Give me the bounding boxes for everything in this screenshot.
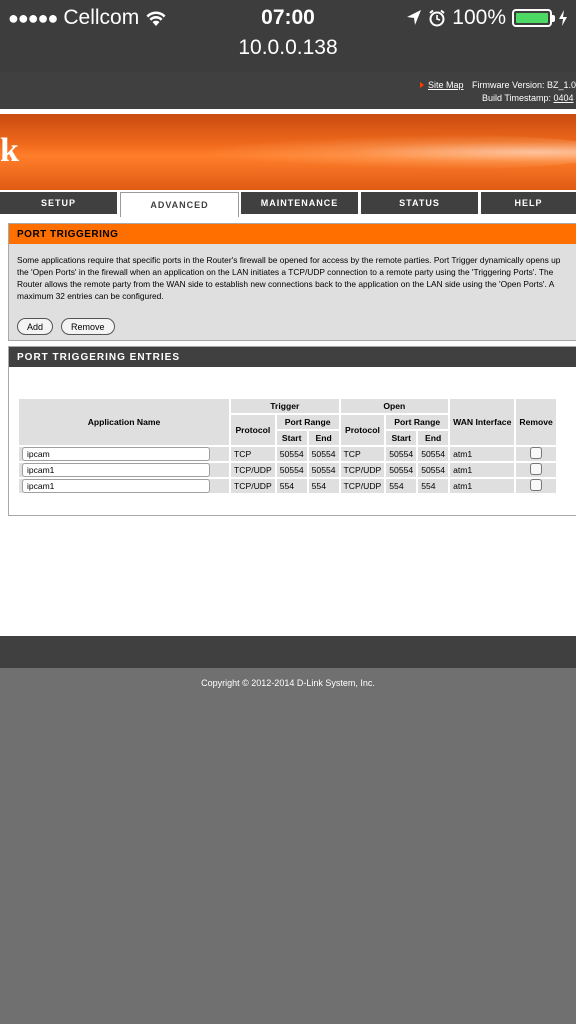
trigger-protocol: TCP/UDP xyxy=(231,463,275,477)
address-bar-url[interactable]: 10.0.0.138 xyxy=(238,36,338,59)
col-remove: Remove xyxy=(516,399,555,445)
remove-checkbox[interactable] xyxy=(530,463,542,475)
header-info xyxy=(0,72,576,109)
location-arrow-icon xyxy=(406,9,422,27)
col-trigger-start: Start xyxy=(277,431,307,445)
section-title: PORT TRIGGERING xyxy=(9,224,576,244)
open-protocol: TCP/UDP xyxy=(341,479,385,493)
table-row xyxy=(19,447,556,461)
trigger-protocol: TCP/UDP xyxy=(231,479,275,493)
build-label: Build Timestamp: xyxy=(482,93,554,103)
remove-button[interactable]: Remove xyxy=(61,318,115,335)
battery-percent: 100% xyxy=(452,6,506,29)
trigger-end: 50554 xyxy=(309,447,339,461)
tab-status[interactable]: STATUS xyxy=(361,192,478,214)
build-value: 0404 xyxy=(553,93,574,103)
col-wan-interface: WAN Interface xyxy=(450,399,514,445)
router-page xyxy=(0,72,576,668)
col-open-start: Start xyxy=(386,431,416,445)
tab-maintenance[interactable]: MAINTENANCE xyxy=(241,192,358,214)
dlink-banner xyxy=(0,114,576,190)
add-button[interactable]: Add xyxy=(17,318,53,335)
firmware-version: Firmware Version: BZ_1.0 xyxy=(472,80,576,90)
table-row xyxy=(19,463,556,477)
build-timestamp xyxy=(482,93,574,103)
remove-checkbox[interactable] xyxy=(530,479,542,491)
open-start: 50554 xyxy=(386,447,416,461)
signal-strength-icon: ●●●●● xyxy=(8,7,58,28)
wan-interface: atm1 xyxy=(450,479,514,493)
trigger-start: 50554 xyxy=(277,463,307,477)
entries-section xyxy=(8,346,576,516)
trigger-end: 50554 xyxy=(309,463,339,477)
status-right xyxy=(406,6,568,30)
trigger-start: 554 xyxy=(277,479,307,493)
col-open-port-range: Port Range xyxy=(386,415,448,429)
col-app-name: Application Name xyxy=(19,399,229,445)
tab-help[interactable]: HELP xyxy=(481,192,576,214)
charging-bolt-icon xyxy=(558,9,568,27)
site-map-link[interactable]: Site Map xyxy=(420,80,464,90)
open-end: 554 xyxy=(418,479,448,493)
open-start: 50554 xyxy=(386,463,416,477)
app-name-input[interactable]: ipcam1 xyxy=(22,463,210,477)
port-triggering-section xyxy=(8,223,576,341)
ios-status-bar xyxy=(0,0,576,72)
remove-checkbox[interactable] xyxy=(530,447,542,459)
section-description: Some applications require that specific ports in the Router's firewall be opened for access by the remote parties. Port Trigger dynamically opens up the 'Open Ports' in the firewall when an application on the LAN initiates a TCP/UDP connection to a remote party using the 'Triggering Ports'. The Router allows the remote party from the WAN side to establish new connections back to the application on the LAN side using the 'Open Ports'. A maximum 32 entries can be configured. xyxy=(17,255,561,301)
col-trigger: Trigger xyxy=(231,399,339,413)
col-open: Open xyxy=(341,399,449,413)
entries-title: PORT TRIGGERING ENTRIES xyxy=(9,347,576,367)
copyright-text: Copyright © 2012-2014 D-Link System, Inc. xyxy=(201,678,375,688)
open-start: 554 xyxy=(386,479,416,493)
tab-setup[interactable]: SETUP xyxy=(0,192,117,214)
wan-interface: atm1 xyxy=(450,447,514,461)
trigger-start: 50554 xyxy=(277,447,307,461)
col-trigger-port-range: Port Range xyxy=(277,415,339,429)
clock: 07:00 xyxy=(261,6,315,29)
carrier-name: Cellcom xyxy=(63,6,140,29)
open-end: 50554 xyxy=(418,463,448,477)
app-name-input[interactable]: ipcam1 xyxy=(22,479,210,493)
col-open-protocol: Protocol xyxy=(341,415,385,445)
col-open-end: End xyxy=(418,431,448,445)
entries-table xyxy=(17,397,558,495)
open-protocol: TCP/UDP xyxy=(341,463,385,477)
main-nav xyxy=(0,190,576,218)
wan-interface: atm1 xyxy=(450,463,514,477)
footer-bar xyxy=(0,636,576,668)
action-buttons xyxy=(17,318,115,335)
alarm-clock-icon xyxy=(428,9,446,27)
battery-icon xyxy=(512,9,552,27)
tab-advanced[interactable]: ADVANCED xyxy=(120,192,239,217)
col-trigger-end: End xyxy=(309,431,339,445)
open-protocol: TCP xyxy=(341,447,385,461)
dlink-logo: k xyxy=(0,132,19,169)
trigger-end: 554 xyxy=(309,479,339,493)
trigger-protocol: TCP xyxy=(231,447,275,461)
content-area xyxy=(0,218,576,636)
open-end: 50554 xyxy=(418,447,448,461)
col-trigger-protocol: Protocol xyxy=(231,415,275,445)
banner-swoosh xyxy=(200,134,576,170)
app-name-input[interactable]: ipcam xyxy=(22,447,210,461)
table-row xyxy=(19,479,556,493)
